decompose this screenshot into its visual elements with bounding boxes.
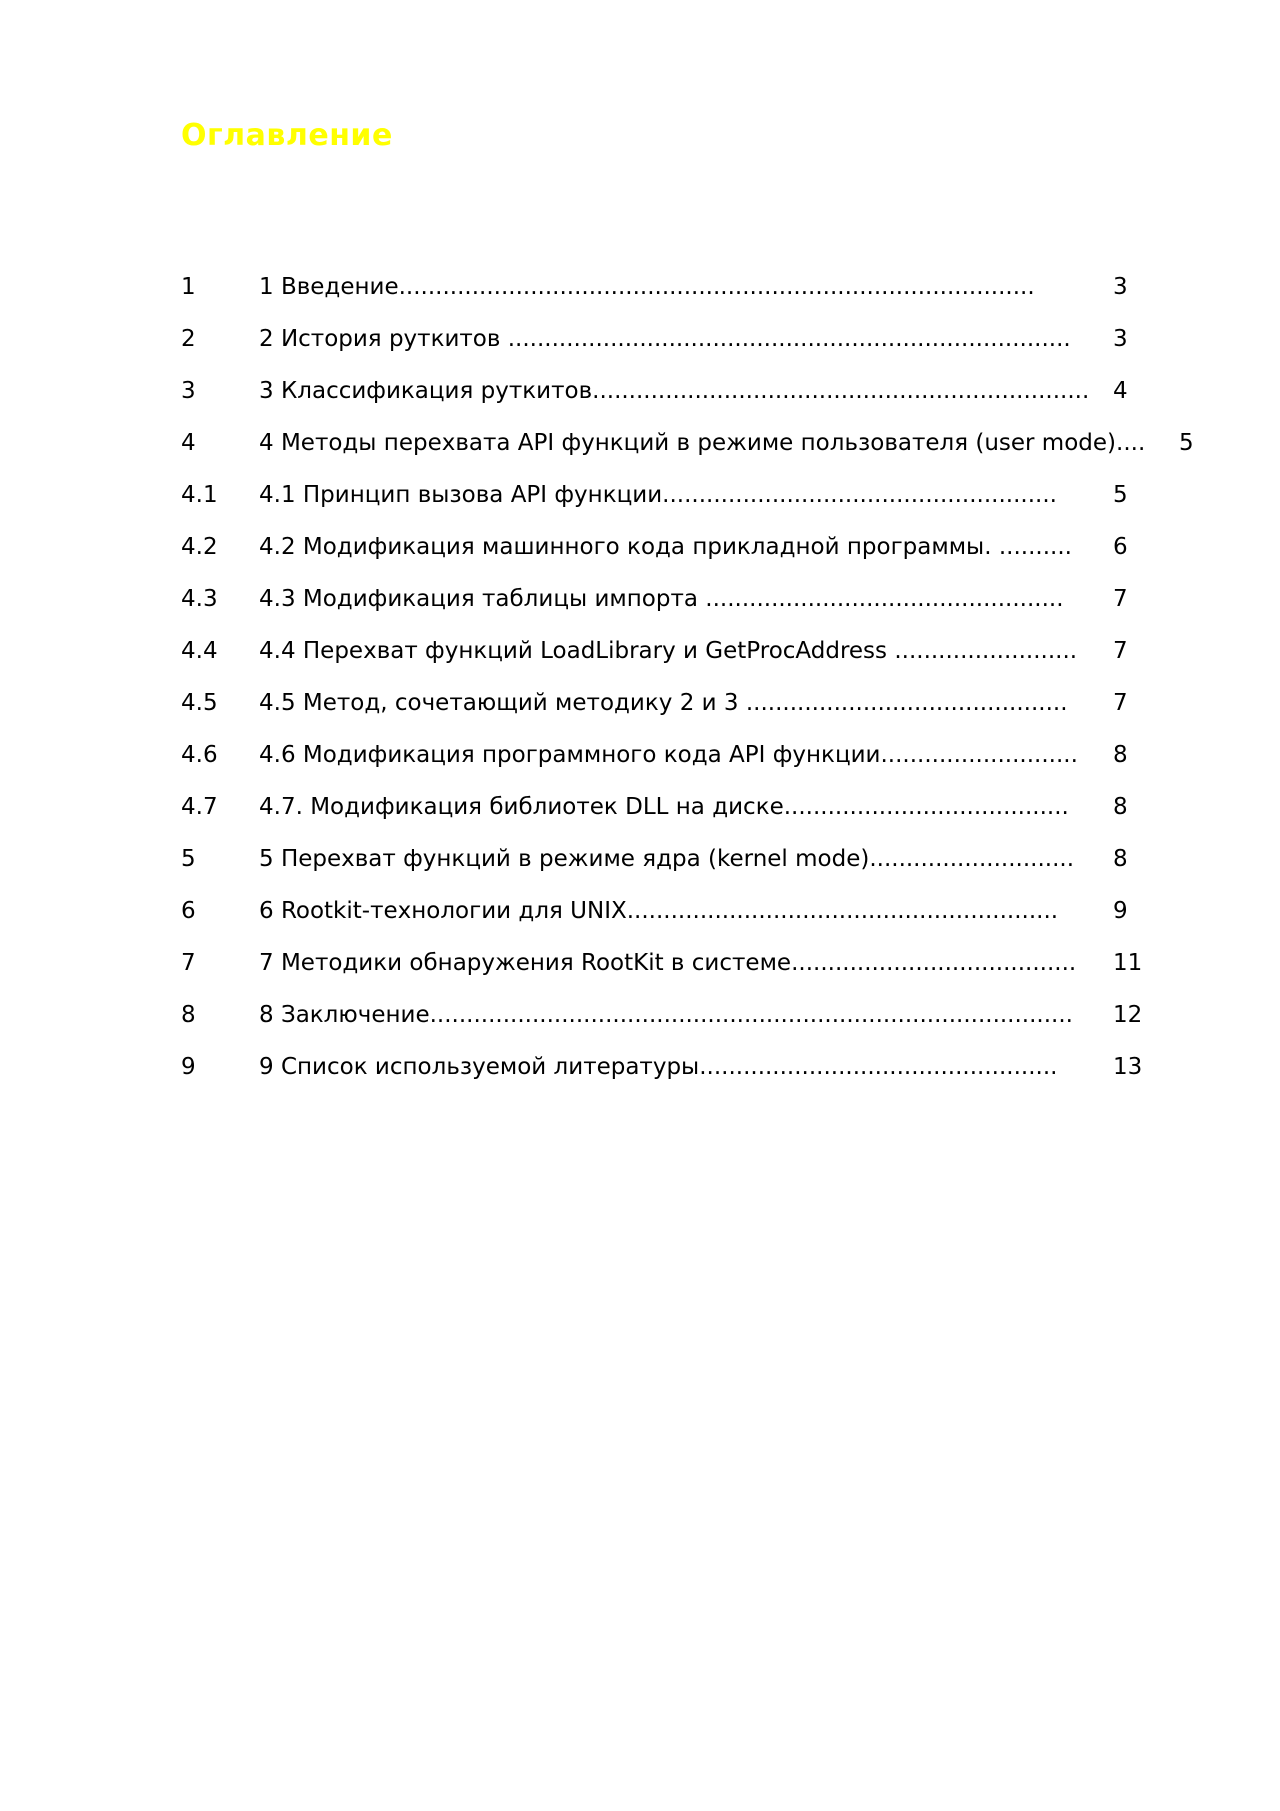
- toc-entry-page: 5: [1113, 482, 1128, 508]
- toc-entry[interactable]: [181, 476, 1201, 528]
- toc-entry-title: 4.2 Модификация машинного кода прикладной программы. ..........: [259, 534, 1072, 560]
- toc-entry-title: 2 История руткитов .............................................................................: [259, 326, 1071, 352]
- toc-entry[interactable]: [181, 320, 1201, 372]
- toc-entry-page: 5: [1179, 430, 1194, 456]
- toc-entry[interactable]: [181, 840, 1201, 892]
- toc-entry-number: 4.7: [181, 794, 218, 820]
- toc-entry-number: 9: [181, 1054, 196, 1080]
- toc-entry-title: 4.6 Модификация программного кода API функции...........................: [259, 742, 1078, 768]
- toc-entry-title: 4.3 Модификация таблицы импорта .................................................: [259, 586, 1064, 612]
- toc-entry-title: 4.7. Модификация библиотек DLL на диске.......................................: [259, 794, 1069, 820]
- toc-entry[interactable]: [181, 736, 1201, 788]
- toc-entry-page: 8: [1113, 846, 1128, 872]
- toc-entry-number: 4.5: [181, 690, 218, 716]
- toc-entry[interactable]: [181, 632, 1201, 684]
- toc-entry[interactable]: [181, 268, 1201, 320]
- table-of-contents: [181, 268, 1201, 1100]
- toc-entry-page: 7: [1113, 586, 1128, 612]
- toc-entry[interactable]: [181, 1048, 1201, 1100]
- toc-entry-number: 4: [181, 430, 196, 456]
- toc-entry[interactable]: [181, 580, 1201, 632]
- toc-entry[interactable]: [181, 996, 1201, 1048]
- toc-entry-page: 8: [1113, 794, 1128, 820]
- toc-entry-number: 4.3: [181, 586, 218, 612]
- toc-entry-page: 4: [1113, 378, 1128, 404]
- toc-entry-title: 9 Список используемой литературы.................................................: [259, 1054, 1058, 1080]
- toc-entry-number: 1: [181, 274, 196, 300]
- toc-entry-page: 7: [1113, 638, 1128, 664]
- toc-entry[interactable]: [181, 684, 1201, 736]
- toc-entry-title: 4.4 Перехват функций LoadLibrary и GetProcAddress .........................: [259, 638, 1078, 664]
- toc-entry-title: 4.1 Принцип вызова API функции......................................................: [259, 482, 1057, 508]
- toc-entry-title: 5 Перехват функций в режиме ядра (kernel mode)............................: [259, 846, 1075, 872]
- toc-entry-number: 4.2: [181, 534, 218, 560]
- toc-heading: Оглавление: [181, 118, 393, 153]
- toc-entry-number: 4.1: [181, 482, 218, 508]
- toc-entry-page: 7: [1113, 690, 1128, 716]
- toc-entry-number: 4.4: [181, 638, 218, 664]
- toc-entry-number: 7: [181, 950, 196, 976]
- toc-entry-page: 13: [1113, 1054, 1143, 1080]
- toc-entry-page: 6: [1113, 534, 1128, 560]
- toc-entry-title: 3 Классификация руткитов....................................................................: [259, 378, 1090, 404]
- toc-entry[interactable]: [181, 372, 1201, 424]
- toc-entry-title: 6 Rootkit-технологии для UNIX...........................................................: [259, 898, 1059, 924]
- toc-entry-title: 8 Заключение........................................................................................: [259, 1002, 1073, 1028]
- toc-entry-page: 11: [1113, 950, 1143, 976]
- toc-entry-number: 8: [181, 1002, 196, 1028]
- toc-entry-page: 3: [1113, 326, 1128, 352]
- toc-entry[interactable]: [181, 528, 1201, 580]
- toc-entry[interactable]: [181, 424, 1201, 476]
- toc-entry-page: 9: [1113, 898, 1128, 924]
- toc-entry-title: 4.5 Метод, сочетающий методику 2 и 3 ............................................: [259, 690, 1068, 716]
- toc-entry-title: 1 Введение.......................................................................................: [259, 274, 1035, 300]
- toc-entry[interactable]: [181, 788, 1201, 840]
- toc-entry-page: 8: [1113, 742, 1128, 768]
- toc-entry-title: 4 Методы перехвата API функций в режиме пользователя (user mode)....: [259, 430, 1146, 456]
- toc-entry-title: 7 Методики обнаружения RootKit в системе.......................................: [259, 950, 1077, 976]
- toc-entry-number: 5: [181, 846, 196, 872]
- toc-entry-number: 6: [181, 898, 196, 924]
- toc-entry-page: 3: [1113, 274, 1128, 300]
- toc-entry-number: 3: [181, 378, 196, 404]
- toc-entry-page: 12: [1113, 1002, 1143, 1028]
- toc-entry[interactable]: [181, 944, 1201, 996]
- toc-entry[interactable]: [181, 892, 1201, 944]
- toc-entry-number: 4.6: [181, 742, 218, 768]
- toc-entry-number: 2: [181, 326, 196, 352]
